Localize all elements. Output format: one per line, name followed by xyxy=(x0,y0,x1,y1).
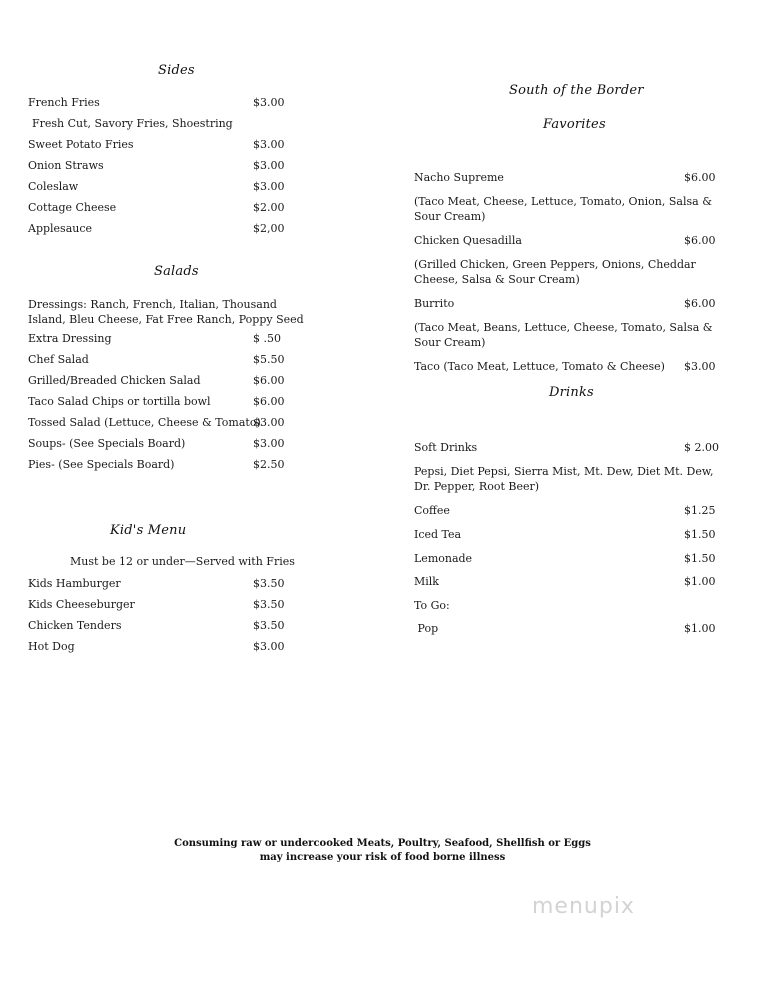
menu-item-description: (Grilled Chicken, Green Peppers, Onions, Cheddar Cheese, Salsa & Sour Cream) xyxy=(414,258,696,286)
menu-item-price: $2.00 xyxy=(253,201,285,214)
menu-item-price: $6.00 xyxy=(253,374,285,387)
menu-item-description: (Taco Meat, Beans, Lettuce, Cheese, Tomato, Salsa & Sour Cream) xyxy=(414,321,713,349)
menu-item-name: Chef Salad xyxy=(28,353,89,366)
menu-item-price: $3.50 xyxy=(253,619,285,632)
menu-item-name: Chicken Tenders xyxy=(28,619,122,632)
menu-item-name: Onion Straws xyxy=(28,159,104,172)
menu-item-name: Applesauce xyxy=(28,222,93,235)
menu-item-name: French Fries xyxy=(28,96,100,109)
menu-item-name: Nacho Supreme xyxy=(414,171,504,184)
menu-item-description: Pepsi, Diet Pepsi, Sierra Mist, Mt. Dew, Diet Mt. Dew, Dr. Pepper, Root Beer) xyxy=(414,465,714,493)
menu-item-price: $3.00 xyxy=(253,96,285,109)
menu-item-name: Soups- (See Specials Board) xyxy=(28,437,186,450)
menu-item-price: $3.00 xyxy=(253,416,285,429)
menu-item-name: Coffee xyxy=(414,504,450,517)
menu-item-name: Coleslaw xyxy=(28,180,79,193)
menu-item-name: Taco Salad Chips or tortilla bowl xyxy=(28,395,211,408)
menu-item-name: Sweet Potato Fries xyxy=(28,138,134,151)
menu-item-price: $3.00 xyxy=(684,360,716,373)
menu-item-name: Pies- (See Specials Board) xyxy=(28,458,175,471)
menu-item-price: $6.00 xyxy=(253,395,285,408)
menu-item-price: $1.00 xyxy=(684,622,716,635)
menu-item-name: Chicken Quesadilla xyxy=(414,234,522,247)
menu-item-price: $6.00 xyxy=(684,297,716,310)
food-safety-warning-line2: may increase your risk of food borne illness xyxy=(259,852,506,863)
menu-item-name: Burrito xyxy=(414,297,455,310)
menu-item-price: $3.00 xyxy=(253,159,285,172)
menu-item-price: $3.00 xyxy=(253,640,285,653)
menu-item-name: Lemonade xyxy=(414,552,473,565)
menu-item-price: $3.00 xyxy=(253,138,285,151)
menu-item-name: Pop xyxy=(414,622,439,635)
menu-item-name: Milk xyxy=(414,575,439,588)
salad-dressings-list: Dressings: Ranch, French, Italian, Thousand Island, Bleu Cheese, Fat Free Ranch, Poppy Seed xyxy=(28,298,304,326)
menu-item-price: $6.00 xyxy=(684,234,716,247)
menu-item-price: $1.50 xyxy=(684,552,716,565)
sides-heading: Sides xyxy=(158,63,195,78)
menu-item-price: $3.00 xyxy=(253,437,285,450)
menu-item-price: $3.00 xyxy=(253,180,285,193)
menu-item-name: Hot Dog xyxy=(28,640,75,653)
menu-item-price: $5.50 xyxy=(253,353,285,366)
south-of-border-heading: South of the Border xyxy=(509,83,644,98)
watermark-logo: menupix xyxy=(532,894,635,919)
salads-heading: Salads xyxy=(154,264,199,279)
menu-item-note: Fresh Cut, Savory Fries, Shoestring xyxy=(32,117,233,130)
menu-item-description: (Taco Meat, Cheese, Lettuce, Tomato, Onion, Salsa & Sour Cream) xyxy=(414,195,712,223)
drinks-heading: Drinks xyxy=(549,385,594,400)
menu-item-name: Extra Dressing xyxy=(28,332,112,345)
favorites-heading: Favorites xyxy=(543,117,606,132)
menu-item-name: Cottage Cheese xyxy=(28,201,117,214)
menu-item-price: $2,00 xyxy=(253,222,285,235)
menu-item-name: Taco (Taco Meat, Lettuce, Tomato & Cheese) xyxy=(414,360,665,373)
menu-item-name: Kids Hamburger xyxy=(28,577,121,590)
menu-item-name: To Go: xyxy=(414,599,450,612)
kids-menu-heading: Kid's Menu xyxy=(110,523,187,538)
menu-item-price: $ 2.00 xyxy=(684,441,719,454)
menu-item-price: $ .50 xyxy=(253,332,281,345)
menu-item-name: Soft Drinks xyxy=(414,441,478,454)
menu-item-price: $6.00 xyxy=(684,171,716,184)
menu-item-name: Iced Tea xyxy=(414,528,462,541)
menu-item-name: Kids Cheeseburger xyxy=(28,598,135,611)
food-safety-warning-line1: Consuming raw or undercooked Meats, Poultry, Seafood, Shellfish or Eggs xyxy=(174,838,591,849)
menu-item-price: $2.50 xyxy=(253,458,285,471)
menu-item-name: Grilled/Breaded Chicken Salad xyxy=(28,374,201,387)
menu-item-price: $3.50 xyxy=(253,598,285,611)
menu-item-price: $3.50 xyxy=(253,577,285,590)
kids-menu-note: Must be 12 or under—Served with Fries xyxy=(70,555,295,568)
menu-item-name: Tossed Salad (Lettuce, Cheese & Tomato) xyxy=(28,416,261,429)
menu-item-price: $1.50 xyxy=(684,528,716,541)
menu-item-price: $1.25 xyxy=(684,504,716,517)
menu-item-price: $1.00 xyxy=(684,575,716,588)
